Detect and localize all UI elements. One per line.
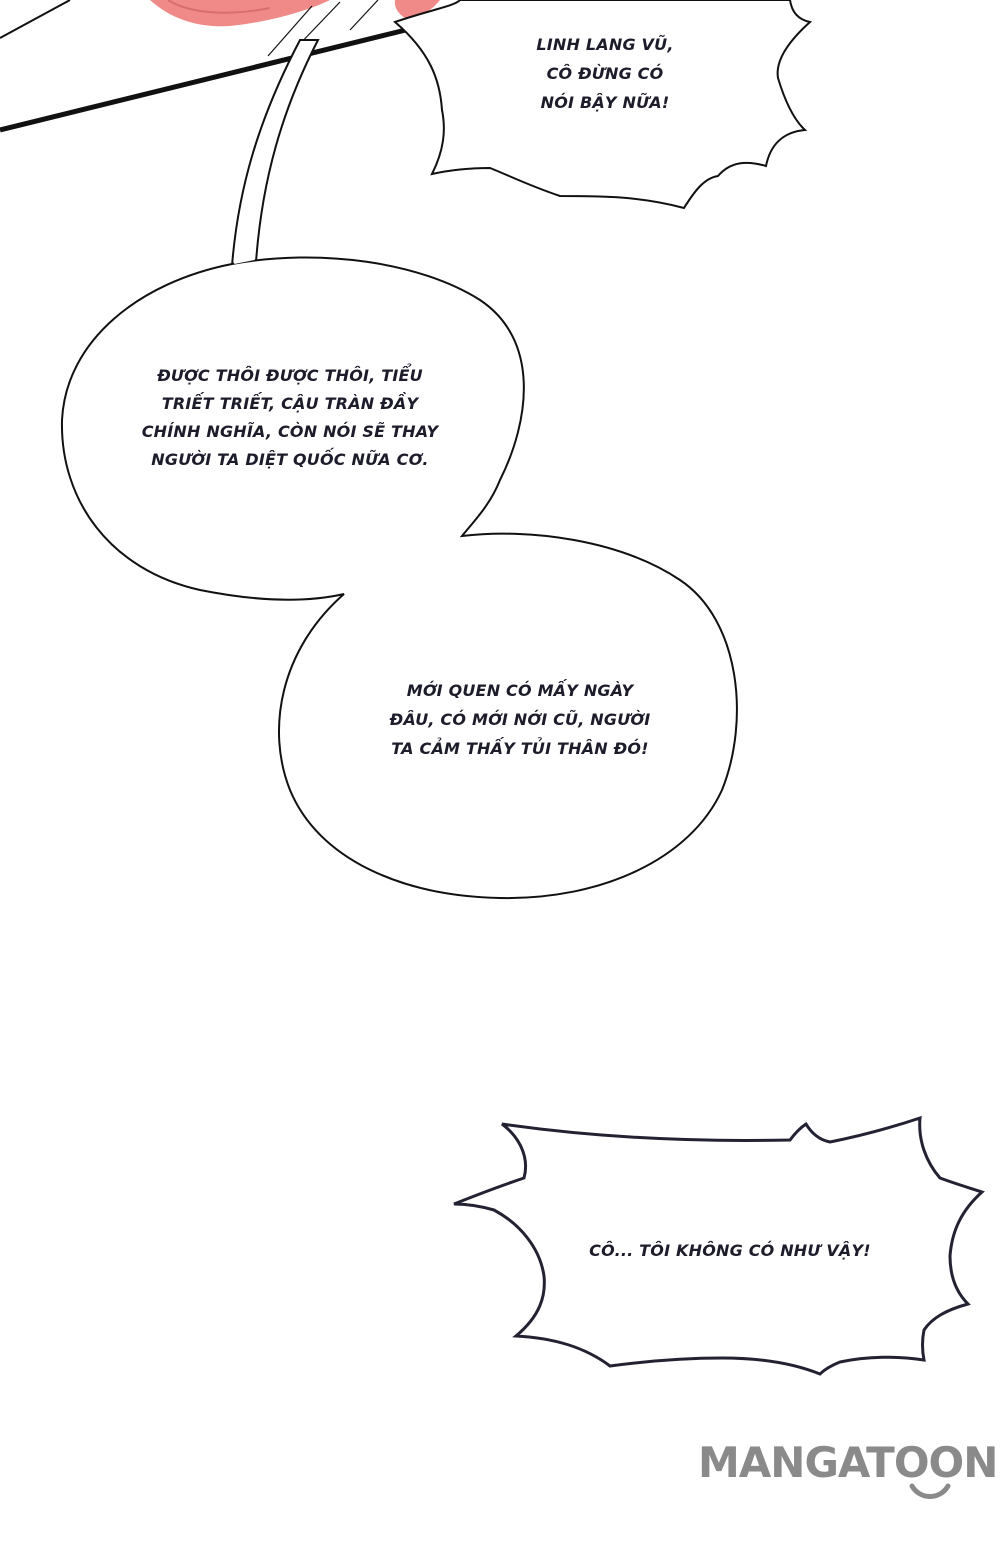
speech-bubble-tail <box>232 40 318 266</box>
bubble-line: ĐÂU, CÓ MỚI NỚI CŨ, NGƯỜI <box>389 710 651 729</box>
bubble-line: TRIẾT TRIẾT, CẬU TRÀN ĐẦY <box>161 394 419 413</box>
bubble-line: CÔ ĐỪNG CÓ <box>546 64 664 83</box>
smile-icon <box>908 1482 952 1502</box>
bubble-line: NGƯỜI TA DIỆT QUỐC NỮA CƠ. <box>151 450 429 469</box>
speech-bubble-round-2-3 <box>62 257 737 898</box>
speech-bubble-text-4 <box>560 1236 900 1265</box>
bubble-line: TA CẢM THẤY TỦI THÂN ĐÓ! <box>391 739 649 758</box>
speech-bubble-text-1 <box>500 30 710 117</box>
bubble-line: MỚI QUEN CÓ MẤY NGÀY <box>406 681 634 700</box>
mangatoon-watermark <box>698 1438 1000 1508</box>
bubble-line: ĐƯỢC THÔI ĐƯỢC THÔI, TIỂU <box>157 366 423 385</box>
speech-bubble-text-3 <box>360 676 680 763</box>
speech-bubble-text-2 <box>120 362 460 474</box>
bubble-line: CÔ... TÔI KHÔNG CÓ NHƯ VẬY! <box>589 1241 871 1260</box>
watermark-text: MANGATOON <box>698 1438 998 1487</box>
bubble-line: NÓI BẬY NỮA! <box>540 93 670 112</box>
bubble-line: LINH LANG VŨ, <box>536 35 674 54</box>
bubble-line: CHÍNH NGHĨA, CÒN NÓI SẼ THAY <box>141 422 439 441</box>
